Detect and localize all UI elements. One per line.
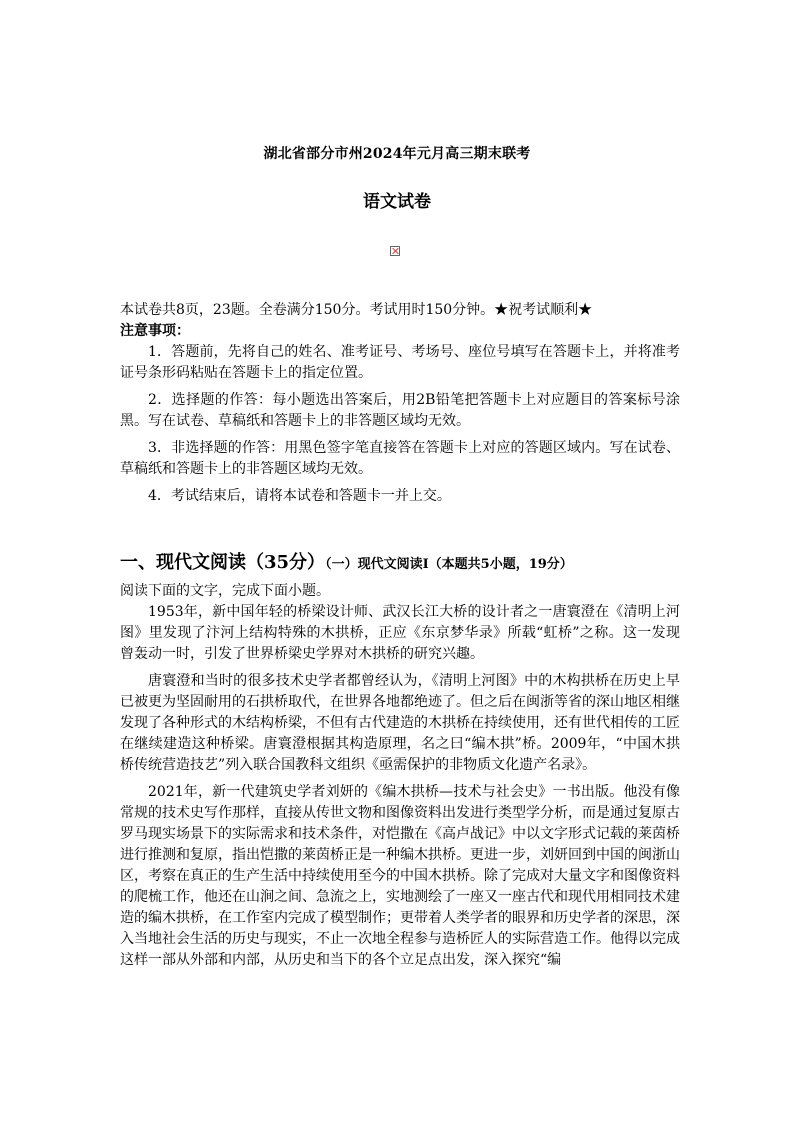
exam-instructions	[120, 300, 680, 507]
reading-instruction: 阅读下面的文字，完成下面小题。	[120, 583, 330, 599]
intro-line: 本试卷共8页，23题。全卷满分150分。考试用时150分钟。★祝考试顺利★	[120, 302, 593, 318]
passage-paragraph: 唐寰澄和当时的很多技术史学者都曾经认为，《清明上河图》中的木构拱桥在历史上早已被更为坚固耐用的石拱桥取代，在世界各地都绝迹了。但之后在闽浙等省的深山地区相继发现了各种形式的木结构桥梁，不但有古代建造的木拱桥在持续使用，还有世代相传的工匠在继续建造这种桥梁。唐寰澄根据其构造原理，名之曰“编木拱”桥。2009年，“中国木拱桥传统营造技艺”列入联合国教科文组织《亟需保护的非物质文化遗产名录》。	[120, 673, 680, 773]
notice-item: 4．考试结束后，请将本试卷和答题卡一并上交。	[148, 488, 451, 504]
notice-item: 1．答题前，先将自己的姓名、准考证号、考场号、座位号填写在答题卡上，并将准考证号条形码粘贴在答题卡上的指定位置。	[120, 344, 680, 381]
broken-image-icon	[390, 246, 400, 256]
paper-title: 语文试卷	[363, 192, 431, 212]
notice-item: 2．选择题的作答：每小题选出答案后，用2B铅笔把答题卡上对应题目的答案标号涂黑。写在试卷、草稿纸和答题卡上的非答题区域均无效。	[120, 392, 680, 429]
section-heading	[120, 548, 700, 574]
passage-paragraph: 2021年，新一代建筑史学者刘妍的《编木拱桥—技术与社会史》一书出版。他没有像常规的技术史写作那样，直接从传世文物和图像资料出发进行类型学分析，而是通过复原古罗马现实场景下的实际需求和技术条件，对恺撒在《高卢战记》中以文字形式记载的莱茵桥进行推测和复原，指出恺撒的莱茵桥正是一种编木拱桥。更进一步，刘妍回到中国的闽浙山区，考察在真正的生产生活中持续使用至今的中国木拱桥。除了完成对大量文字和图像资料的爬梳工作，他还在山涧之间、急流之上，实地测绘了一座又一座古代和现代用相同技术建造的编木拱桥，在工作室内完成了模型制作；更带着人类学者的眼界和历史学者的深思，深入当地社会生活的历史与现实，不止一次地全程参与造桥匠人的实际营造工作。他得以完成这样一部从外部和内部，从历史和当下的各个立足点出发，深入探究“编	[120, 784, 680, 968]
notice-item: 3．非选择题的作答：用黑色签字笔直接答在答题卡上对应的答题区域内。写在试卷、草稿纸和答题卡上的非答题区域均无效。	[120, 440, 680, 477]
section-title: 一、现代文阅读（35分）	[120, 552, 326, 573]
notice-title: 注意事项：	[120, 323, 190, 339]
passage-paragraph: 1953年，新中国年轻的桥梁设计师、武汉长江大桥的设计者之一唐寰澄在《清明上河图》里发现了汴河上结构特殊的木拱桥，正应《东京梦华录》所载“虹桥”之称。这一发现曾轰动一时，引发了世界桥梁史学界对木拱桥的研究兴趣。	[120, 604, 680, 662]
reading-passage	[120, 581, 680, 971]
exam-title: 湖北省部分市州2024年元月高三期末联考	[263, 146, 531, 162]
section-subtitle: （一）现代文阅读Ⅰ（本题共5小题，19分）	[325, 557, 573, 572]
